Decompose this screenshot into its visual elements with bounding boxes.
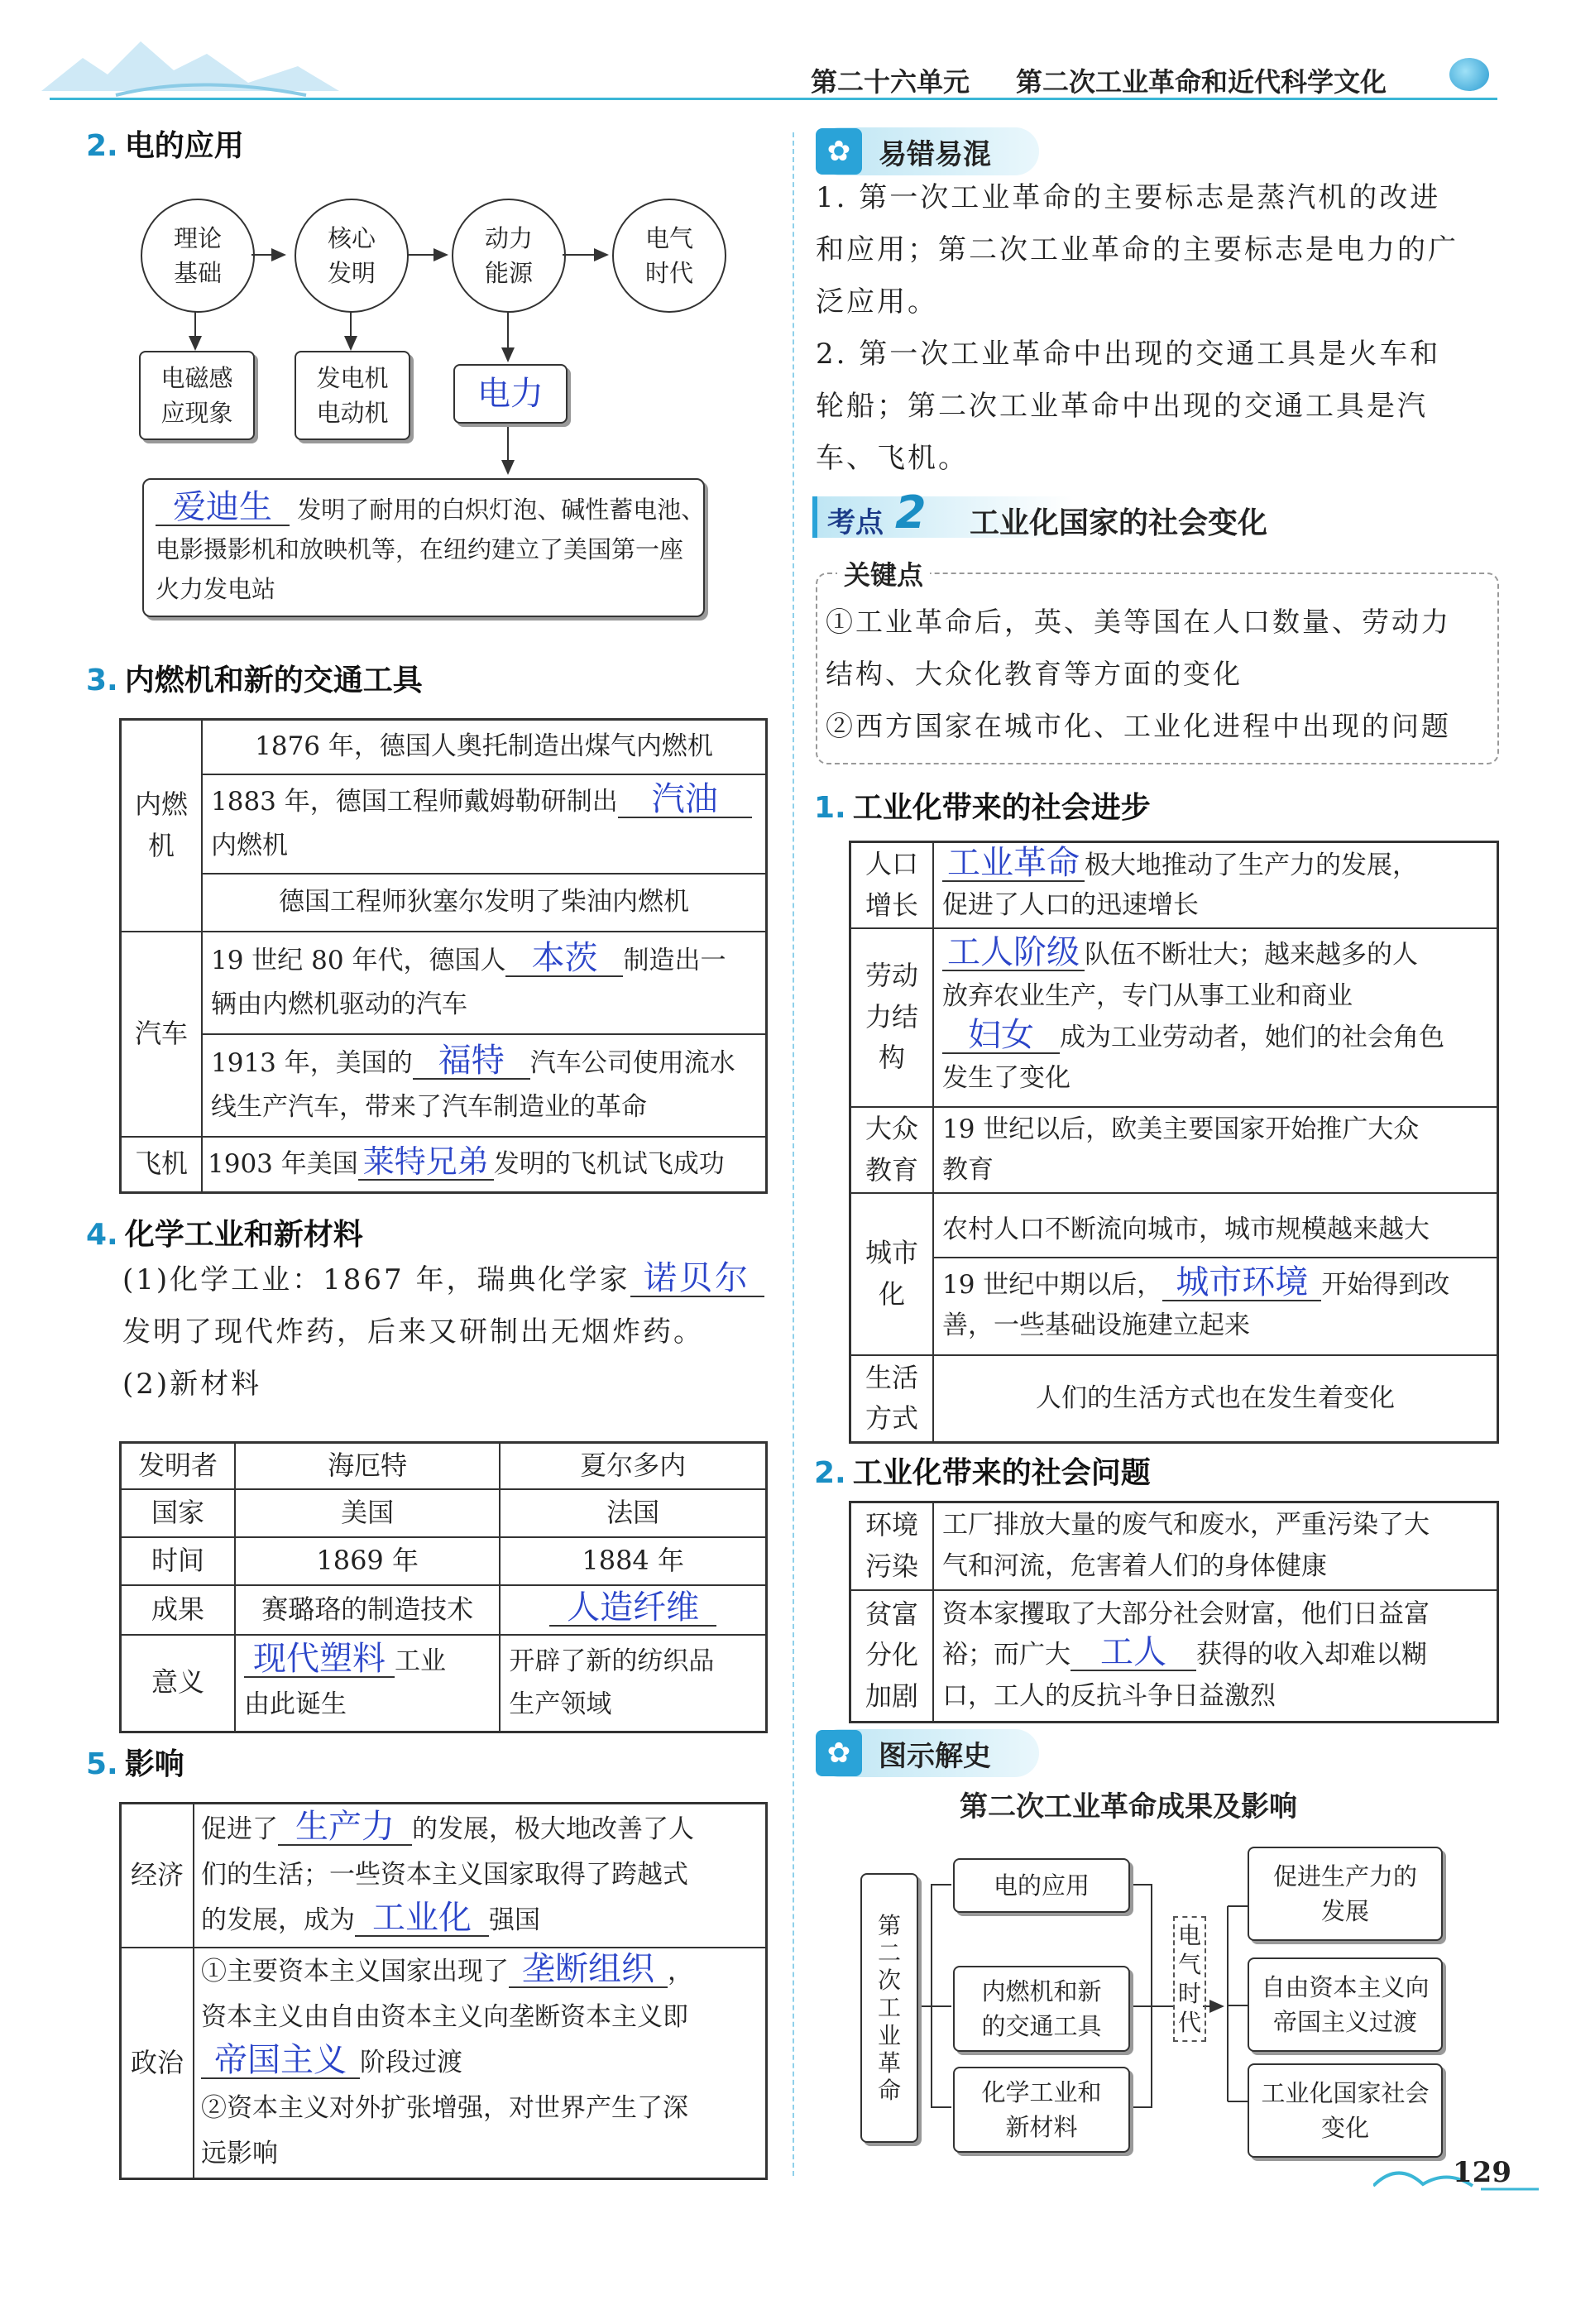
section-electricity-title: 2. 电的应用	[86, 129, 244, 163]
mistakes-paragraph: 1. 第一次工业革命的主要标志是蒸汽机的改进 和应用；第二次工业革命的主要标志是电力的广 泛应用。 2. 第一次工业革命中出现的交通工具是火车和 轮船；第二次工业革命中出现的交通工具是汽 车、飞机。	[816, 181, 1458, 475]
engine-row-1: 1876 年，德国人奥托制造出煤气内燃机	[202, 720, 767, 774]
engine-transport-table	[119, 718, 768, 1194]
flow-electric-era: 电气 时代	[612, 199, 726, 313]
car-row-2: 1913 年，美国的 福特 汽车公司使用流水 线生产汽车，带来了汽车制造业的革命	[202, 1034, 767, 1137]
answer-productivity: 生产力	[278, 1809, 412, 1846]
answer-ford: 福特	[413, 1043, 530, 1080]
engine-row-2: 1883 年，德国工程师戴姆勒研制出 汽油 内燃机	[202, 774, 767, 874]
new-materials-table: 发明者 海厄特 夏尔多内 国家 美国 法国 时间 1869 年 1884 年 成果 赛璐珞的制造技术 人造纤维 意义 现代塑料 工业 由此诞生 开辟了新的纺织品 生产领域	[119, 1441, 768, 1733]
answer-benz: 本茨	[505, 941, 623, 977]
problems-table: 环境 污染 工厂排放大量的废气和废水，严重污染了大 气和河流，危害着人们的身体健康 贫富 分化 加剧 资本家攫取了大部分社会财富，他们日益富 裕；而广大 工人 获得的收入却难以糊 口，工人的反抗斗争日益激烈	[849, 1501, 1499, 1723]
answer-industrialization: 工业化	[355, 1900, 489, 1937]
answer-edison: 爱迪生	[156, 490, 290, 526]
diagram-social-change: 工业化国家社会 变化	[1248, 2063, 1443, 2158]
answer-city-environment: 城市环境	[1162, 1265, 1321, 1301]
label-engine: 内燃 机	[121, 720, 203, 932]
diagram-engine-transport: 内燃机和新 的交通工具	[953, 1966, 1130, 2052]
plane-row: 1903 年美国 莱特兄弟 发明的飞机试飞成功	[202, 1137, 767, 1193]
badge-diagram: ✿ 图示解史	[816, 1729, 1039, 1777]
flow-theory: 理论 基础	[141, 199, 255, 313]
answer-wright: 莱特兄弟	[358, 1146, 494, 1181]
label-politics: 政治	[121, 1948, 194, 2179]
engine-row-3: 德国工程师狄塞尔发明了柴油内燃机	[202, 874, 767, 932]
kaodian-title: 工业化国家的社会变化	[970, 506, 1268, 540]
kaodian-header	[812, 486, 1499, 541]
car-row-1: 19 世纪 80 年代，德国人 本茨 制造出一 辆由内燃机驱动的汽车	[202, 932, 767, 1034]
kaodian-label: 考点	[827, 506, 884, 539]
column-divider	[793, 132, 794, 2176]
diagram-imperialism: 自由资本主义向 帝国主义过渡	[1248, 1957, 1443, 2052]
diagram-chemical-materials: 化学工业和 新材料	[953, 2067, 1130, 2153]
label-plane: 飞机	[121, 1137, 203, 1193]
keypoints-text: ①工业革命后，英、美等国在人口数量、劳动力 结构、大众化教育等方面的变化 ②西方国家在城市化、工业化进程中出现的问题	[826, 606, 1451, 742]
flower-icon: ✿	[816, 1730, 862, 1776]
impact-table: 经济 促进了 生产力 的发展，极大地改善了人 们的生活；一些资本主义国家取得了跨越式 的发展，成为 工业化 强国 政治 ①主要资本主义国家出现了 垄断组织 ， 资本主义由自由资本主义向垄断资本主义即 帝国主义 阶段过渡 ②资本主义对外扩张增强，对世界产生了深 远影响	[119, 1802, 768, 2180]
answer-imperialism: 帝国主义	[201, 2043, 360, 2079]
answer-gasoline: 汽油	[618, 782, 752, 818]
header-decoration	[33, 25, 347, 99]
header-unit: 第二十六单元	[811, 66, 970, 98]
diagram-electric-application: 电的应用	[953, 1858, 1130, 1913]
section-chemical-title: 4. 化学工业和新材料	[86, 1218, 363, 1252]
badge-mistakes: ✿ 易错易混	[816, 127, 1039, 175]
section-impact-title: 5. 影响	[86, 1747, 184, 1781]
mountain-decoration-icon	[33, 25, 347, 99]
flower-icon: ✿	[816, 128, 862, 175]
answer-monopoly: 垄断组织	[509, 1952, 668, 1988]
label-economy: 经济	[121, 1804, 194, 1948]
flow-core-invention: 核心 发明	[295, 199, 409, 313]
globe-icon	[1449, 58, 1489, 91]
answer-artificial-fiber: 人造纤维	[549, 1590, 716, 1627]
label-car: 汽车	[121, 932, 203, 1137]
section-problems-title: 2. 工业化带来的社会问题	[814, 1456, 1151, 1490]
box-electromagnetic-induction: 电磁感 应现象	[139, 351, 255, 440]
box-electric-power: 电力	[453, 364, 568, 424]
diagram-title: 第二次工业革命成果及影响	[960, 1790, 1297, 1823]
kaodian-number: 2	[895, 486, 927, 539]
box-generator-motor: 发电机 电动机	[295, 351, 410, 440]
diagram-root: 第 二 次 工 业 革 命	[860, 1873, 918, 2143]
answer-working-class: 工人阶级	[942, 935, 1085, 971]
flow-power-source: 动力 能源	[452, 199, 566, 313]
header-title: 第二次工业革命和近代科学文化	[1016, 66, 1387, 98]
section-progress-title: 1. 工业化带来的社会进步	[814, 791, 1151, 825]
answer-industrial-revolution: 工业革命	[942, 846, 1085, 882]
box-edison: 爱迪生 发明了耐用的白炽灯泡、碱性蓄电池、 电影摄影机和放映机等，在纽约建立了美国第一座 火力发电站	[142, 478, 705, 617]
page-number: 129	[1453, 2156, 1511, 2189]
diagram-electric-era: 电 气 时 代	[1173, 1916, 1206, 2042]
progress-table: 人口 增长 工业革命 极大地推动了生产力的发展， 促进了人口的迅速增长 劳动 力结 构 工人阶级 队伍不断壮大；越来越多的人 放弃农业生产，专门从事工业和商业 妇女 成为工业劳动者，她们的社会角色 发生了变化 大众 教育 19 世纪以后，欧美主要国家开始推广大众 教育 城市 化 农村人口不断流向城市，城市规模越来越大 19 世纪中期以后， 城市环境 开始得到改 善，一些基础设施建立起来 生活 方式 人们的生活方式也在发生着变化	[849, 841, 1499, 1444]
answer-workers: 工人	[1071, 1635, 1196, 1671]
chemical-paragraph: (1)化学工业：1867 年，瑞典化学家 诺贝尔 发明了现代炸药，后来又研制出无烟炸药。 (2)新材料	[122, 1254, 776, 1411]
answer-nobel: 诺贝尔	[630, 1261, 764, 1297]
answer-modern-plastic: 现代塑料	[244, 1641, 395, 1678]
answer-women: 妇女	[942, 1018, 1060, 1054]
section-engine-title: 3. 内燃机和新的交通工具	[86, 664, 423, 697]
keypoints-title: 关键点	[837, 554, 930, 592]
diagram-productivity: 促进生产力的 发展	[1248, 1847, 1443, 1941]
